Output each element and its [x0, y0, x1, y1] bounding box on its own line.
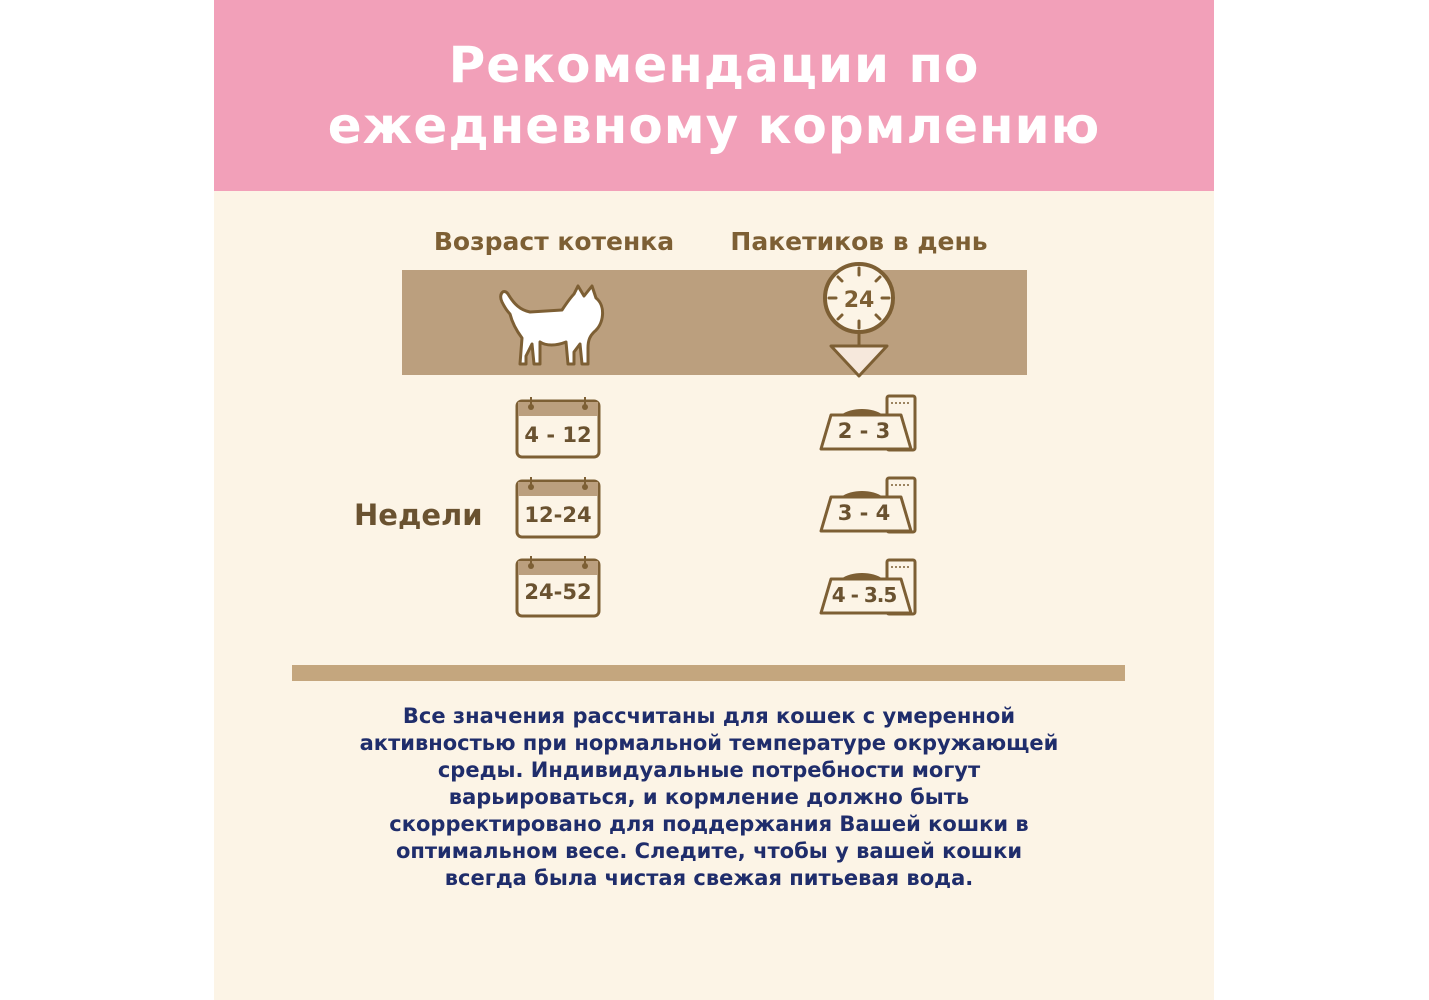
portions-column-header: Пакетиков в день [730, 227, 988, 256]
age-range-value: 12-24 [524, 503, 592, 527]
feeding-note [324, 703, 1094, 892]
note-line: оптимальном весе. Следите, чтобы у вашей кошки [395, 839, 1023, 863]
weeks-label: Недели [354, 498, 483, 532]
note-line: всегда была чистая свежая питьевая вода. [444, 866, 974, 890]
note-line: среды. Индивидуальные потребности могут [437, 758, 981, 782]
kitten-icon [496, 280, 608, 368]
note-line: варьироваться, и кормление должно быть [448, 785, 970, 809]
calendar-icon [515, 477, 601, 539]
calendar-icon [515, 556, 601, 618]
note-line: скорректировано для поддержания Вашей кошки в [389, 812, 1029, 836]
title-line-1: Рекомендации по [448, 36, 980, 94]
divider [292, 665, 1125, 681]
title-line-2: ежедневному кормлению [327, 97, 1101, 155]
note-line: Все значения рассчитаны для кошек с умеренной [402, 704, 1016, 728]
food-bowl-icon [817, 557, 919, 619]
age-range-value: 24-52 [524, 580, 592, 604]
food-bowl-icon [817, 475, 919, 537]
age-column-header: Возраст котенка [433, 227, 675, 256]
food-bowl-icon [817, 393, 919, 455]
age-range-value: 4 - 12 [524, 423, 592, 447]
portions-value: 4 - 3.5 [831, 583, 897, 607]
portions-value: 2 - 3 [837, 419, 891, 443]
note-line: активностью при нормальной температуре окружающей [359, 731, 1059, 755]
header-banner [214, 0, 1214, 191]
clock-icon-text: 24 [843, 288, 875, 313]
feeding-card [214, 0, 1214, 1000]
calendar-icon [515, 397, 601, 459]
clock-24-icon [819, 260, 899, 380]
portions-value: 3 - 4 [837, 501, 891, 525]
